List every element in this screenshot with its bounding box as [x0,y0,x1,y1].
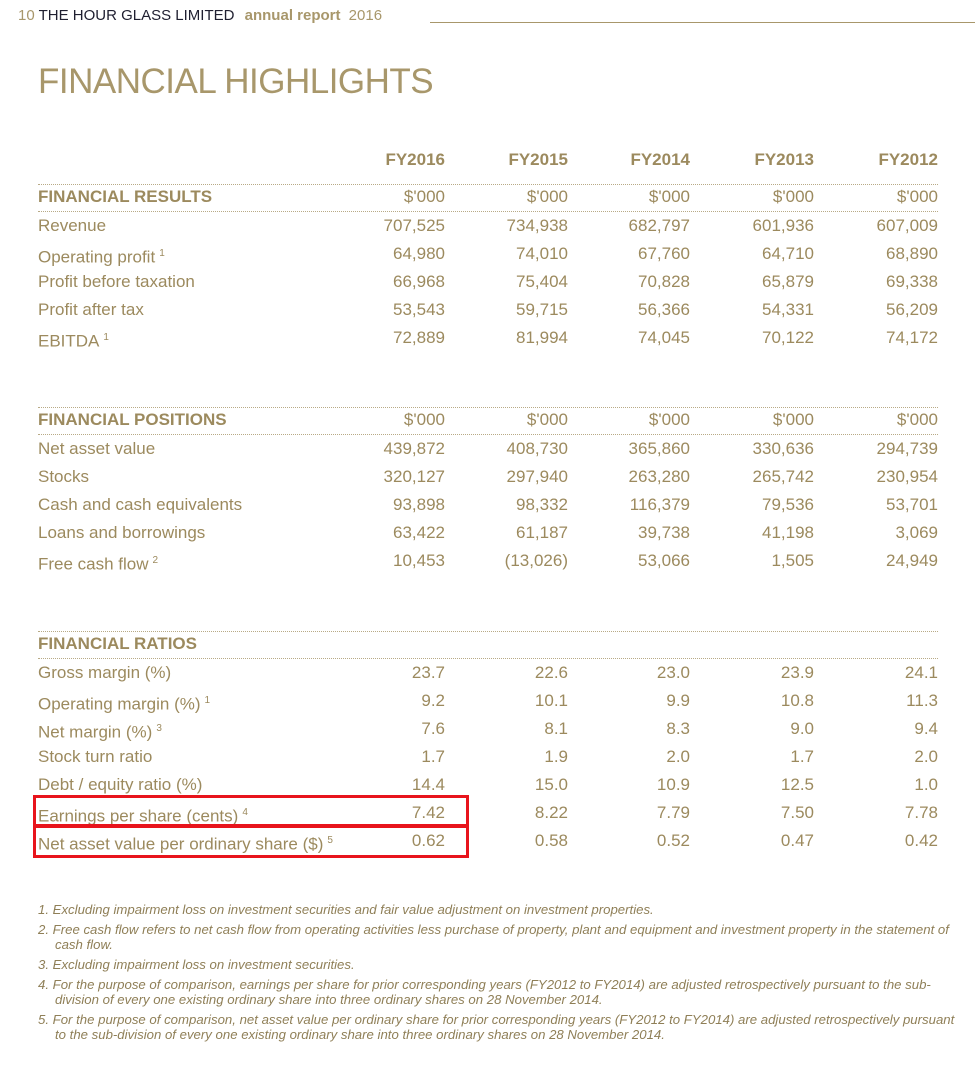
row-label [38,743,152,771]
cell-value: 53,543 [393,300,445,319]
cell-value: 1.7 [421,747,445,766]
cell-value: 53,701 [886,495,938,514]
row-label [38,659,171,687]
cell-value: 294,739 [876,439,938,458]
footnote: 4. For the purpose of comparison, earnings per share for prior corresponding years (FY2012 to FY2014) are adjusted retrospectively pursuant to the sub-division of every one existing ordinary share into three ordinary shares on 28 November 2014. [38,977,931,1007]
cell-value: 734,938 [506,216,568,235]
table-row [38,715,938,743]
table-row [38,491,938,519]
section-header-row [38,406,938,434]
year-header: FY2013 [754,150,814,169]
unit-label: $'000 [896,187,938,206]
cell-value: 64,710 [762,244,814,263]
row-label [38,519,205,547]
header-rule [430,22,975,23]
cell-value: 9.2 [421,691,445,710]
year-header: FY2016 [385,150,445,169]
cell-value: 67,760 [638,244,690,263]
row-label-text: Stock turn ratio [38,747,153,766]
page-title: FINANCIAL HIGHLIGHTS [38,62,434,101]
row-label [38,435,155,463]
cell-value: 408,730 [506,439,568,458]
cell-value: 9.4 [914,719,938,738]
cell-value: 98,332 [516,495,568,514]
unit-label: $'000 [896,410,938,429]
cell-value: 707,525 [383,216,445,235]
table-row [38,324,938,352]
cell-value: 68,890 [886,244,938,263]
cell-value: 24.1 [904,663,938,682]
cell-value: 0.47 [780,831,814,850]
cell-value: 10.1 [534,691,568,710]
cell-value: 9.0 [790,719,814,738]
row-label [38,491,242,519]
row-label [38,463,89,491]
highlight-box-eps [33,795,469,827]
cell-value: 2.0 [914,747,938,766]
row-label [38,547,158,579]
cell-value: 10.9 [656,775,690,794]
cell-value: 23.7 [411,663,445,682]
cell-value: 7.78 [904,803,938,822]
table-row [38,268,938,296]
row-label [38,296,144,324]
cell-value: 61,187 [516,523,568,542]
footnote-ref: 1 [103,332,109,343]
cell-value: 8.1 [544,719,568,738]
footnote: 5. For the purpose of comparison, net asset value per ordinary share for prior corresponding years (FY2012 to FY2014) are adjusted retrospectively pursuant to the sub-division of every one existing ordinary share into three ordinary shares on 28 November 2014. [38,1012,955,1042]
cell-value: 10.8 [780,691,814,710]
cell-value: 682,797 [628,216,690,235]
cell-value: 1.9 [544,747,568,766]
cell-value: 265,742 [752,467,814,486]
table-row [38,435,938,463]
cell-value: 1.7 [790,747,814,766]
row-label [38,212,106,240]
cell-value: 320,127 [383,467,445,486]
cell-value: 11.3 [906,691,938,710]
cell-value: 330,636 [752,439,814,458]
cell-value: 64,980 [393,244,445,263]
page-number: 10 [18,7,35,24]
table-row [38,687,938,715]
cell-value: 70,122 [762,328,814,347]
unit-label: $'000 [772,187,814,206]
table-row [38,212,938,240]
cell-value: 7.50 [780,803,814,822]
cell-value: 53,066 [638,551,690,570]
footnote: 2. Free cash flow refers to net cash flow from operating activities less purchase of property, plant and equipment and investment property in the statement of cash flow. [38,922,949,952]
cell-value: 15.0 [534,775,568,794]
cell-value: 65,879 [762,272,814,291]
row-label [38,240,165,272]
cell-value: 74,172 [886,328,938,347]
unit-label: $'000 [526,187,568,206]
cell-value: 56,209 [886,300,938,319]
unit-label: $'000 [403,410,445,429]
cell-value: 56,366 [638,300,690,319]
cell-value: 3,069 [895,523,938,542]
row-label-text: Revenue [38,216,107,235]
cell-value: 0.58 [534,831,568,850]
cell-value: 1,505 [771,551,814,570]
table-row [38,743,938,771]
row-label-text: Cash and cash equivalents [38,495,243,514]
cell-value: 7.79 [656,803,690,822]
cell-value: 0.62 [411,831,445,850]
table-row [38,547,938,575]
report-label: annual report [244,7,341,24]
footnotes [38,902,968,1047]
cell-value: 263,280 [628,467,690,486]
row-label-text: Net asset value per ordinary share ($) [38,834,324,854]
row-label [38,687,210,719]
table-row [38,296,938,324]
cell-value: 8.3 [666,719,690,738]
cell-value: 54,331 [762,300,814,319]
cell-value: 439,872 [383,439,445,458]
row-label-text: Earnings per share (cents) [38,806,239,826]
cell-value: 39,738 [638,523,690,542]
unit-label: $'000 [403,187,445,206]
cell-value: 69,338 [886,272,938,291]
cell-value: 72,889 [393,328,445,347]
cell-value: 23.9 [780,663,814,682]
row-label-text: Operating profit [38,247,156,267]
cell-value: 10,453 [393,551,445,570]
footnote-ref: 5 [327,835,333,846]
row-label-text: Net margin (%) [38,722,153,742]
unit-label: $'000 [526,410,568,429]
row-label-text: Operating margin (%) [38,694,201,714]
cell-value: 8.22 [534,803,568,822]
footnote-ref: 2 [152,555,159,566]
cell-value: 93,898 [393,495,445,514]
footnote: 1. Excluding impairment loss on investment securities and fair value adjustment on investment properties. [38,902,654,917]
cell-value: 9.9 [666,691,690,710]
cell-value: (13,026) [504,551,568,570]
row-label [38,324,109,356]
cell-value: 230,954 [876,467,938,486]
cell-value: 1.0 [914,775,938,794]
row-label [38,268,195,296]
cell-value: 365,860 [628,439,690,458]
year-header: FY2015 [508,150,568,169]
year-header: FY2014 [630,150,690,169]
row-label-text: EBITDA [38,331,100,351]
table-row [38,463,938,491]
row-label-text: Gross margin (%) [38,663,172,682]
section-title: FINANCIAL POSITIONS [38,410,227,429]
row-label [38,715,162,747]
cell-value: 12.5 [780,775,814,794]
cell-value: 607,009 [876,216,938,235]
cell-value: 74,010 [516,244,568,263]
cell-value: 24,949 [886,551,938,570]
cell-value: 59,715 [516,300,568,319]
row-label-text: Free cash flow [38,554,149,574]
unit-label: $'000 [772,410,814,429]
running-header [18,7,382,24]
cell-value: 81,994 [516,328,568,347]
footnote-ref: 1 [204,695,211,706]
cell-value: 7.42 [411,803,445,822]
cell-value: 22.6 [534,663,568,682]
row-label-text: Net asset value [38,439,156,458]
table-row [38,240,938,268]
cell-value: 66,968 [393,272,445,291]
year-header: FY2012 [878,150,938,169]
company-name: THE HOUR GLASS LIMITED [38,7,235,24]
unit-label: $'000 [648,410,690,429]
section-title: FINANCIAL RESULTS [38,187,213,206]
cell-value: 0.52 [656,831,690,850]
cell-value: 63,422 [393,523,445,542]
row-label-text: Loans and borrowings [38,523,206,542]
row-label-text: Profit after tax [38,300,144,319]
unit-label: $'000 [648,187,690,206]
cell-value: 0.42 [904,831,938,850]
table-row [38,519,938,547]
highlight-box-nav-per-share [33,825,469,858]
cell-value: 601,936 [752,216,814,235]
cell-value: 23.0 [656,663,690,682]
cell-value: 75,404 [516,272,568,291]
cell-value: 70,828 [638,272,690,291]
year-header-row [38,146,938,174]
cell-value: 74,045 [638,328,690,347]
section-header-row [38,630,938,658]
cell-value: 2.0 [666,747,690,766]
footnote-ref: 3 [156,723,162,734]
row-label-text: Debt / equity ratio (%) [38,775,203,794]
footnote-ref: 1 [159,248,165,259]
cell-value: 79,536 [762,495,814,514]
table-row [38,659,938,687]
row-label-text: Stocks [38,467,90,486]
section-title: FINANCIAL RATIOS [38,634,197,653]
cell-value: 14.4 [411,775,445,794]
cell-value: 297,940 [506,467,568,486]
footnote: 3. Excluding impairment loss on investment securities. [38,957,355,972]
cell-value: 7.6 [421,719,445,738]
section-header-row [38,183,938,211]
row-label-text: Profit before taxation [38,272,195,291]
report-year: 2016 [348,7,383,24]
cell-value: 41,198 [762,523,814,542]
footnote-ref: 4 [242,807,248,818]
cell-value: 116,379 [629,495,690,514]
